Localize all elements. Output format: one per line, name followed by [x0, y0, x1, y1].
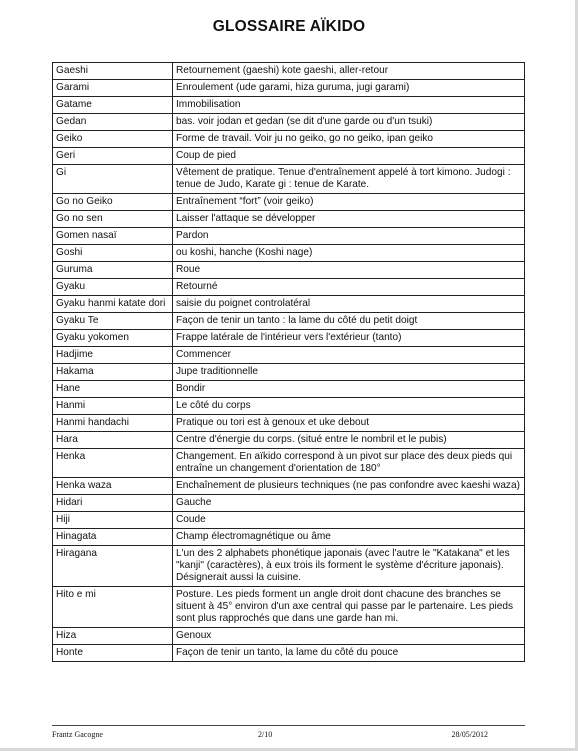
glossary-term: Guruma: [53, 262, 173, 279]
glossary-term: Hiragana: [53, 546, 173, 587]
glossary-row: [53, 645, 525, 662]
glossary-term: Hiji: [53, 512, 173, 529]
glossary-term: Geri: [53, 148, 173, 165]
glossary-term: Henka: [53, 449, 173, 478]
glossary-row: [53, 478, 525, 495]
glossary-term: Henka waza: [53, 478, 173, 495]
glossary-term: Hara: [53, 432, 173, 449]
glossary-definition: Retournement (gaeshi) kote gaeshi, aller-retour: [173, 63, 525, 80]
glossary-term: Hito e mi: [53, 587, 173, 628]
glossary-row: [53, 148, 525, 165]
glossary-definition: Pratique ou tori est à genoux et uke debout: [173, 415, 525, 432]
glossary-term: Hanmi handachi: [53, 415, 173, 432]
glossary-definition: Coup de pied: [173, 148, 525, 165]
glossary-term: Go no sen: [53, 211, 173, 228]
glossary-row: [53, 262, 525, 279]
glossary-term: Honte: [53, 645, 173, 662]
glossary-definition: Coude: [173, 512, 525, 529]
footer-author: Frantz Gacogne: [52, 730, 103, 739]
glossary-row: [53, 415, 525, 432]
glossary-term: Gyaku hanmi katate dori: [53, 296, 173, 313]
glossary-term: Hakama: [53, 364, 173, 381]
glossary-row: [53, 381, 525, 398]
glossary-definition: Laisser l'attaque se développer: [173, 211, 525, 228]
glossary-definition: ou koshi, hanche (Koshi nage): [173, 245, 525, 262]
glossary-term: Gyaku Te: [53, 313, 173, 330]
glossary-table: [52, 62, 525, 662]
glossary-term: Hinagata: [53, 529, 173, 546]
glossary-row: [53, 330, 525, 347]
glossary-definition: Roue: [173, 262, 525, 279]
glossary-term: Garami: [53, 80, 173, 97]
glossary-definition: Changement. En aïkido correspond à un pivot sur place des deux pieds qui entraîne un changement d'orientation de 180°: [173, 449, 525, 478]
glossary-term: Gedan: [53, 114, 173, 131]
glossary-term: Gatame: [53, 97, 173, 114]
glossary-row: [53, 131, 525, 148]
glossary-row: [53, 114, 525, 131]
glossary-row: [53, 529, 525, 546]
glossary-definition: Entraînement “fort” (voir geiko): [173, 194, 525, 211]
glossary-definition: Le côté du corps: [173, 398, 525, 415]
glossary-definition: Façon de tenir un tanto, la lame du côté du pouce: [173, 645, 525, 662]
footer-date: 28/05/2012: [451, 730, 488, 739]
glossary-row: [53, 398, 525, 415]
glossary-term: Gi: [53, 165, 173, 194]
glossary-row: [53, 313, 525, 330]
glossary-row: [53, 449, 525, 478]
glossary-row: [53, 296, 525, 313]
glossary-row: [53, 495, 525, 512]
glossary-term: Hadjime: [53, 347, 173, 364]
glossary-row: [53, 279, 525, 296]
document-title: GLOSSAIRE AÏKIDO: [212, 18, 366, 35]
glossary-definition: Enchaînement de plusieurs techniques (ne pas confondre avec kaeshi waza): [173, 478, 525, 495]
glossary-definition: Enroulement (ude garami, hiza guruma, jugi garami): [173, 80, 525, 97]
glossary-row: [53, 364, 525, 381]
footer-page-number: 2/10: [258, 730, 273, 739]
glossary-definition: Commencer: [173, 347, 525, 364]
glossary-term: Gyaku yokomen: [53, 330, 173, 347]
glossary-definition: Bondir: [173, 381, 525, 398]
glossary-term: Go no Geiko: [53, 194, 173, 211]
glossary-definition: Façon de tenir un tanto : la lame du côté du petit doigt: [173, 313, 525, 330]
glossary-definition: Forme de travail. Voir ju no geiko, go no geiko, ipan geiko: [173, 131, 525, 148]
glossary-definition: Champ électromagnétique ou âme: [173, 529, 525, 546]
glossary-row: [53, 628, 525, 645]
glossary-definition: L'un des 2 alphabets phonétique japonais (avec l'autre le "Katakana" et les "kanji" (caractères), à eux trois ils forment le système d'écriture japonais). Désignerait aussi la cuisine.: [173, 546, 525, 587]
glossary-row: [53, 546, 525, 587]
glossary-term: Hiza: [53, 628, 173, 645]
glossary-row: [53, 80, 525, 97]
glossary-term: Hane: [53, 381, 173, 398]
glossary-row: [53, 63, 525, 80]
glossary-row: [53, 245, 525, 262]
glossary-term: Gomen nasaï: [53, 228, 173, 245]
footer-divider: [52, 725, 525, 726]
glossary-row: [53, 432, 525, 449]
glossary-term: Goshi: [53, 245, 173, 262]
glossary-definition: Posture. Les pieds forment un angle droit dont chacune des branches se situent à 45° environ d'un axe central qui passe par le partenaire. Les pieds sont plus rapprochés que dans une garde han mi.: [173, 587, 525, 628]
glossary-definition: Retourné: [173, 279, 525, 296]
glossary-definition: bas. voir jodan et gedan (se dit d'une garde ou d'un tsuki): [173, 114, 525, 131]
glossary-term: Gaeshi: [53, 63, 173, 80]
glossary-row: [53, 194, 525, 211]
glossary-row: [53, 347, 525, 364]
glossary-definition: Centre d'énergie du corps. (situé entre le nombril et le pubis): [173, 432, 525, 449]
glossary-term: Hanmi: [53, 398, 173, 415]
glossary-definition: Pardon: [173, 228, 525, 245]
glossary-term: Gyaku: [53, 279, 173, 296]
glossary-definition: saisie du poignet controlatéral: [173, 296, 525, 313]
glossary-definition: Vêtement de pratique. Tenue d'entraînement appelé à tort kimono. Judogi : tenue de Judo, Karate gi : tenue de Karate.: [173, 165, 525, 194]
glossary-definition: Frappe latérale de l'intérieur vers l'extérieur (tanto): [173, 330, 525, 347]
glossary-row: [53, 165, 525, 194]
glossary-definition: Gauche: [173, 495, 525, 512]
glossary-definition: Jupe traditionnelle: [173, 364, 525, 381]
glossary-row: [53, 97, 525, 114]
glossary-row: [53, 211, 525, 228]
glossary-term: Hidari: [53, 495, 173, 512]
glossary-definition: Genoux: [173, 628, 525, 645]
glossary-definition: Immobilisation: [173, 97, 525, 114]
glossary-row: [53, 228, 525, 245]
glossary-term: Geiko: [53, 131, 173, 148]
glossary-row: [53, 587, 525, 628]
glossary-row: [53, 512, 525, 529]
